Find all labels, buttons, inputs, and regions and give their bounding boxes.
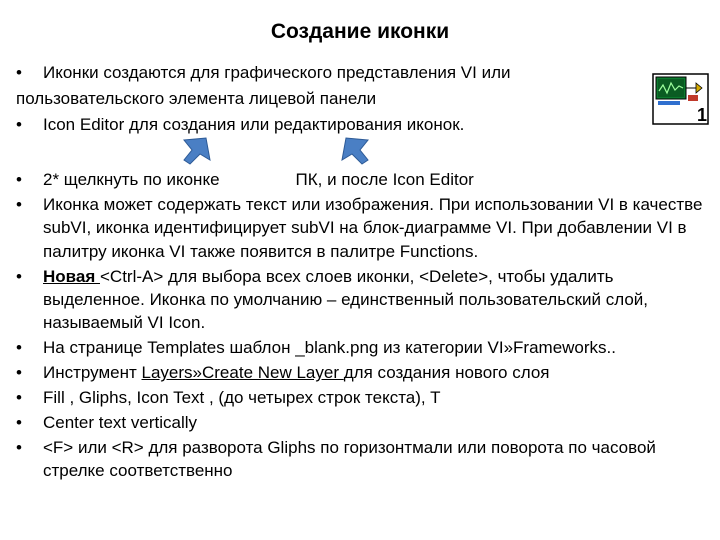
vi-icon-label: 1 — [697, 105, 708, 125]
arrow-down-left-icon — [180, 136, 212, 166]
bullet: • — [16, 115, 22, 134]
bullet: • — [16, 194, 22, 214]
vi-icon-graphic — [652, 73, 709, 125]
intro-line-3: • Icon Editor для создания или редактирования иконок. — [16, 112, 636, 138]
list-item: • Center text vertically — [16, 411, 706, 434]
list-item: • Новая <Ctrl-A> для выбора всех слоев иконки, <Delete>, чтобы удалить выделенное. Иконка по умолчанию – единственный пользовательский слой, называемый VI Icon. — [16, 265, 706, 335]
bullet: • — [16, 170, 22, 189]
create-new-layer-link[interactable]: Layers»Create New Layer — [141, 363, 344, 383]
bullet: • — [16, 63, 22, 82]
vi-icon — [652, 73, 709, 125]
list-item: • <F> или <R> для разворота Gliphs по горизонтмали или поворота по часовой стрелке соответственно — [16, 436, 706, 483]
intro-line-1: • Иконки создаются для графического представления VI или — [16, 60, 636, 86]
bullet-list — [16, 168, 706, 484]
list-item: • Иконка может содержать текст или изображения. При использовании VI в качестве subVI, иконка идентифицирует subVI на блок-диаграмме VI. При добавлении VI в палитру иконка VI также появится в палитре Functions. — [16, 193, 706, 263]
bullet: • — [16, 363, 22, 383]
list-item: • На странице Templates шаблон _blank.png из категории VI»Frameworks.. — [16, 336, 706, 359]
page-title: Создание иконки — [270, 20, 450, 43]
list-item: • Инструмент Layers»Create New Layer для создания нового слоя — [16, 361, 706, 384]
bullet: • — [16, 388, 22, 408]
bullet: • — [16, 266, 22, 286]
list-item: • 2* щелкнуть по иконке ПК, и после Icon Editor — [16, 168, 706, 191]
intro-line-2: пользовательского элемента лицевой панели — [16, 89, 377, 108]
bullet: • — [16, 338, 22, 358]
bullet: • — [16, 437, 22, 457]
list-item: • Fill , Gliphs, Icon Text , (до четырех строк текста), T — [16, 386, 706, 409]
arrow-down-right-icon — [340, 136, 372, 166]
new-link[interactable]: Новая — [43, 266, 100, 286]
bullet: • — [16, 413, 22, 433]
intro-block — [16, 60, 636, 138]
